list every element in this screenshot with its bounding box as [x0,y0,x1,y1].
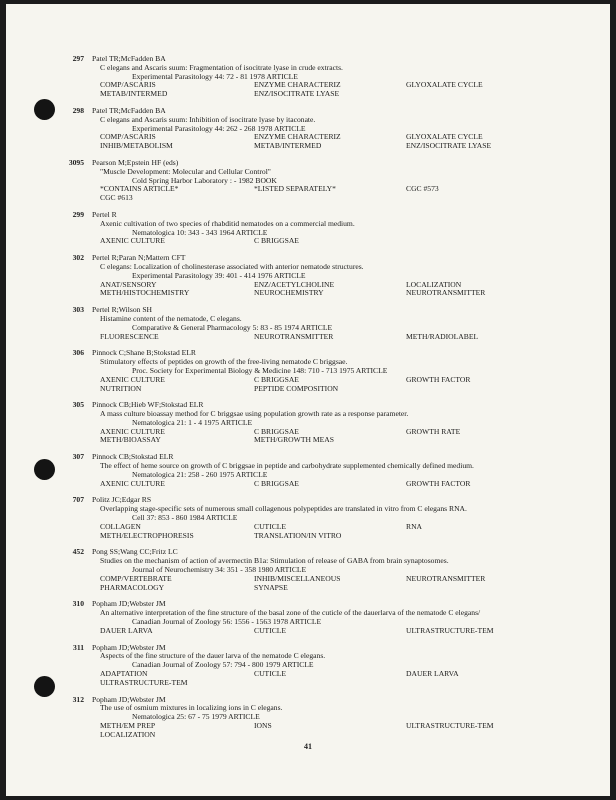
entry-citation: Nematologica 21: 1 - 4 1975 ARTICLE [132,417,253,427]
keyword: METH/ELECTROPHORESIS [100,530,194,540]
keyword: INHIB/METABOLISM [100,141,173,151]
entry-citation: Cell 37: 853 - 860 1984 ARTICLE [132,513,238,523]
entry-authors: Popham JD;Webster JM [92,642,166,652]
keyword: METAB/INTERMED [100,89,168,99]
entry-citation: Proc. Society for Experimental Biology & Medicine 148: 710 - 713 1975 ARTICLE [132,365,388,375]
keyword: ENZ/ISOCITRATE LYASE [406,141,492,151]
keyword: AXENIC CULTURE [100,426,165,436]
bibliography-entry [6,644,610,688]
keyword: CUTICLE [254,625,287,635]
keyword: CUTICLE [254,669,287,679]
entry-authors: Pong SS;Wang CC;Fritz LC [92,547,178,557]
bibliography-entry [6,159,610,203]
entry-authors: Patel TR;McFadden BA [92,54,166,63]
bibliography-entry [6,107,610,151]
keyword: FLUORESCENCE [100,331,159,341]
entry-citation: Experimental Parasitology 44: 262 - 268 1978 ARTICLE [132,123,306,133]
keyword: METH/HISTOCHEMISTRY [100,288,190,298]
entry-citation: Canadian Journal of Zoology 57: 794 - 800 1979 ARTICLE [132,660,314,670]
entry-citation: Journal of Neurochemistry 34: 351 - 358 1980 ARTICLE [132,565,307,575]
keyword-row [6,385,610,394]
keyword: NEUROTRANSMITTER [406,288,486,298]
keyword-row [6,333,610,342]
keyword: PEPTIDE COMPOSITION [254,383,339,393]
keyword: CUTICLE [254,521,287,531]
entry-number: 707 [72,495,84,505]
keyword-row [6,575,610,584]
keyword: SYNAPSE [254,582,288,592]
entry-citation: Canadian Journal of Zoology 56: 1556 - 1563 1978 ARTICLE [132,617,322,627]
entry-number: 305 [72,400,84,410]
bibliography-entry [6,600,610,635]
entry-number: 299 [72,209,84,219]
entry-authors: Pertel R [92,209,117,219]
entry-authors: Pertel R;Wilson SH [92,305,153,315]
keyword: LOCALIZATION [100,729,156,739]
entry-number: 306 [72,348,84,358]
bibliography-entry [6,496,610,540]
keyword: METH/RADIOLABEL [406,331,479,341]
entry-authors: Popham JD;Webster JM [92,599,166,609]
keyword: METH/GROWTH MEAS [254,435,334,445]
keyword: COLLAGEN [100,521,141,531]
keyword: ULTRASTRUCTURE-TEM [406,625,494,635]
keyword-row [6,185,610,194]
keyword: CGC #613 [100,193,133,203]
entry-authors: Politz JC;Edgar RS [92,495,152,505]
keyword: C BRIGGSAE [254,426,299,436]
entry-citation: Nematologica 25: 67 - 75 1979 ARTICLE [132,712,260,722]
entry-number: 310 [72,599,84,609]
entry-authors: Patel TR;McFadden BA [92,105,166,115]
keyword: COMP/ASCARIS [100,132,156,142]
bibliography-entry [6,349,610,393]
keyword: NUTRITION [100,383,142,393]
keyword: ENZ/ACETYLCHOLINE [254,279,335,289]
entry-number: 452 [72,547,84,557]
keyword: ADAPTATION [100,669,148,679]
entry-number: 298 [72,105,84,115]
keyword: IONS [254,721,272,730]
keyword-row [6,627,610,636]
entry-number: 302 [72,253,84,263]
keyword: GLYOXALATE CYCLE [406,132,483,142]
keyword: ENZYME CHARACTERIZ [254,80,341,90]
bibliography-entry [6,55,610,99]
keyword: RNA [406,521,423,531]
entry-title: An alternative interpretation of the fine structure of the basal zone of the cuticle of the dauerlarva of the nematode C elegans/ [100,608,481,618]
entry-title: Stimulatory effects of peptides on growth of the free-living nematode C briggsae. [100,357,348,367]
keyword-row [6,679,610,688]
entry-title: C elegans and Ascaris suum: Inhibition of isocitrate lyase by itaconate. [100,114,316,124]
entry-title: C elegans: Localization of cholinesterase associated with anterior nematode structures. [100,261,364,271]
keyword: AXENIC CULTURE [100,236,165,246]
keyword: COMP/ASCARIS [100,80,156,90]
entry-number: 312 [72,694,84,704]
keyword: NEUROTRANSMITTER [254,331,334,341]
keyword: PHARMACOLOGY [100,582,165,592]
bibliography-entry [6,254,610,298]
keyword: ANAT/SENSORY [100,279,157,289]
keyword: GROWTH RATE [406,426,461,436]
keyword: GLYOXALATE CYCLE [406,80,483,90]
entry-title: Aspects of the fine structure of the dauer larva of the nematode C elegans. [100,651,326,661]
entry-citation: Nematologica 21: 258 - 260 1975 ARTICLE [132,469,268,479]
keyword-row [6,731,610,740]
bibliography-entry [6,453,610,488]
entry-number: 3095 [68,157,84,167]
entry-authors: Pinnock CB;Stokstad ELR [92,452,174,462]
bibliography-entry [6,401,610,445]
entry-title: Histamine content of the nematode, C elegans. [100,313,242,323]
bibliography-entry [6,696,610,740]
keyword: DAUER LARVA [100,625,153,635]
keyword: NEUROTRANSMITTER [406,573,486,583]
entry-citation: Cold Spring Harbor Laboratory : - 1982 BOOK [132,175,277,185]
keyword: AXENIC CULTURE [100,478,165,488]
entry-citation: Nematologica 10: 343 - 343 1964 ARTICLE [132,227,268,237]
keyword-row [6,722,610,731]
keyword: CGC #573 [406,184,439,194]
entry-title: A mass culture bioassay method for C briggsae using population growth rate as a response parameter. [100,409,409,419]
keyword: DAUER LARVA [406,669,459,679]
keyword: ENZYME CHARACTERIZ [254,132,341,142]
keyword-row [6,480,610,489]
keyword: METAB/INTERMED [254,141,322,151]
bibliography-entry [6,211,610,246]
entry-citation: Comparative & General Pharmacology 5: 83 - 85 1974 ARTICLE [132,322,333,332]
bibliography-entry [6,306,610,341]
entry-authors: Pinnock CB;Hieb WF;Stokstad ELR [92,400,204,410]
entry-number: 307 [72,452,84,462]
keyword-row [6,436,610,445]
keyword: COMP/VERTEBRATE [100,573,172,583]
keyword-row [6,584,610,593]
keyword: C BRIGGSAE [254,236,299,246]
keyword: GROWTH FACTOR [406,478,471,488]
entry-title: The effect of heme source on growth of C briggsae in peptide and carbohydrate supplemented chemically defined medium. [100,461,474,471]
entry-title: "Muscle Development: Molecular and Cellular Control" [100,166,271,176]
keyword-row [6,237,610,246]
keyword: AXENIC CULTURE [100,374,165,384]
keyword: GROWTH FACTOR [406,374,471,384]
keyword: LOCALIZATION [406,279,462,289]
keyword: NEUROCHEMISTRY [254,288,324,298]
keyword-row [6,194,610,203]
keyword: METH/EM PREP [100,721,156,730]
entry-authors: Pertel R;Paran N;Mattern CFT [92,253,186,263]
entry-title: Studies on the mechanism of action of avermectin B1a: Stimulation of release of GABA from brain synaptosomes. [100,556,449,566]
entry-title: The use of osmium mixtures in localizing ions in C elegans. [100,703,283,713]
keyword-row [6,289,610,298]
keyword: ULTRASTRUCTURE-TEM [100,677,188,687]
keyword: ULTRASTRUCTURE-TEM [406,721,494,730]
entry-title: Overlapping stage-specific sets of numerous small collagenous polypeptides are translated in vitro from C elegans RNA. [100,504,467,514]
keyword-row [6,670,610,679]
keyword-row [6,142,610,151]
keyword: *CONTAINS ARTICLE* [100,184,179,194]
entry-number: 303 [72,305,84,315]
keyword: INHIB/MISCELLANEOUS [254,573,341,583]
keyword: C BRIGGSAE [254,374,299,384]
document-page [6,4,610,796]
entry-citation: Experimental Parasitology 39: 401 - 414 1976 ARTICLE [132,270,306,280]
entry-authors: Pinnock C;Shane B;Stokstad ELR [92,348,196,358]
keyword-row [6,532,610,541]
keyword: ENZ/ISOCITRATE LYASE [254,89,340,99]
entry-citation: Experimental Parasitology 44: 72 - 81 1978 ARTICLE [132,71,298,81]
entry-title: Axenic cultivation of two species of rhabditid nematodes on a commercial medium. [100,218,355,228]
keyword: *LISTED SEPARATELY* [254,184,336,194]
entry-number: 311 [73,642,84,652]
keyword: TRANSLATION/IN VITRO [254,530,342,540]
keyword: C BRIGGSAE [254,478,299,488]
entry-authors: Popham JD;Webster JM [92,694,166,704]
bibliography-entry [6,548,610,592]
keyword-row [6,90,610,99]
entry-number: 297 [72,54,84,63]
entry-authors: Pearson M;Epstein HF (eds) [92,157,179,167]
keyword: METH/BIOASSAY [100,435,161,445]
bibliography-list [6,55,610,748]
page-number: 41 [304,742,312,751]
entry-title: C elegans and Ascaris suum: Fragmentation of isocitrate lyase in crude extracts. [100,62,343,72]
